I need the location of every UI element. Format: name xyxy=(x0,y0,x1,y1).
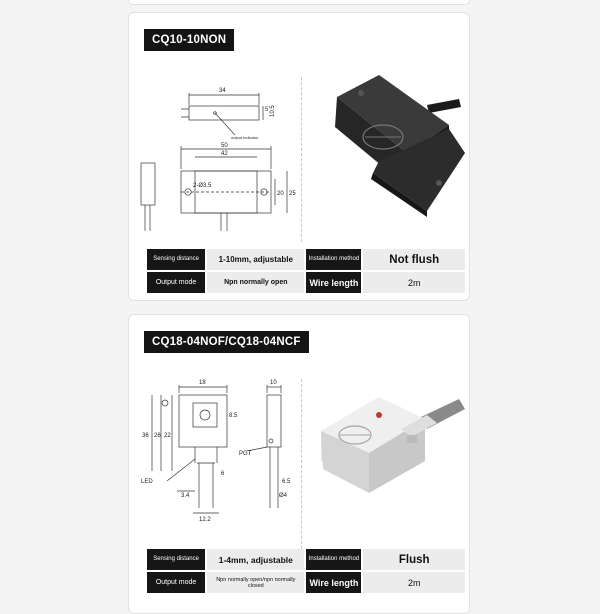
technical-drawing xyxy=(137,373,307,523)
dim-label: 10.5 xyxy=(270,105,276,117)
spec-value: Npn normally open/npn normally closed xyxy=(207,572,304,593)
spec-label: Installation method xyxy=(306,249,361,270)
spec-value: 1-4mm, adjustable xyxy=(207,549,304,570)
divider xyxy=(301,379,302,559)
dim-label: 50 xyxy=(221,143,228,149)
dim-label: 18 xyxy=(199,380,206,386)
spec-value: Flush xyxy=(363,549,465,570)
spec-label: Wire length xyxy=(306,572,361,593)
dim-label: 36 xyxy=(142,433,149,439)
dim-label: Ø4 xyxy=(279,493,288,499)
drawing-note: output indicator xyxy=(231,135,259,140)
spec-value: 2m xyxy=(363,272,465,293)
dim-label: 25 xyxy=(289,191,296,197)
spec-value: Npn normally open xyxy=(207,272,304,293)
spec-table xyxy=(145,247,467,295)
product-card-cq10 xyxy=(128,12,470,301)
product-card-cq18 xyxy=(128,314,470,614)
drawing-label: PGT xyxy=(239,451,252,457)
dim-label: 5 xyxy=(265,107,269,113)
dim-label: 3.4 xyxy=(181,493,190,499)
dim-label: 20 xyxy=(277,191,284,197)
dim-label: 22 xyxy=(164,433,171,439)
spec-label: Wire length xyxy=(306,272,361,293)
dim-label: 8.5 xyxy=(229,413,238,419)
drawing-label: LED xyxy=(141,479,153,485)
technical-drawing xyxy=(137,71,307,246)
dim-label: 34 xyxy=(219,88,226,94)
product-title: CQ18-04NOF/CQ18-04NCF xyxy=(144,331,309,353)
dim-label: 6 xyxy=(221,471,225,477)
spec-value: 2m xyxy=(363,572,465,593)
spec-label: Output mode xyxy=(147,272,205,293)
dim-label: 2-Ø3.5 xyxy=(193,183,212,189)
spec-value: Not flush xyxy=(363,249,465,270)
dim-label: 12.2 xyxy=(199,517,211,523)
divider xyxy=(301,77,302,242)
previous-card-edge xyxy=(128,0,470,5)
dim-label: 10 xyxy=(270,380,277,386)
dim-label: 26 xyxy=(154,433,161,439)
spec-label: Output mode xyxy=(147,572,205,593)
product-title: CQ10-10NON xyxy=(144,29,234,51)
spec-label: Sensing distance xyxy=(147,549,205,570)
product-photo xyxy=(309,65,469,225)
spec-label: Sensing distance xyxy=(147,249,205,270)
product-photo xyxy=(309,373,469,523)
spec-label: Installation method xyxy=(306,549,361,570)
spec-table xyxy=(145,547,467,595)
spec-value: 1-10mm, adjustable xyxy=(207,249,304,270)
dim-label: 6.5 xyxy=(282,479,291,485)
dim-label: 42 xyxy=(221,151,228,157)
